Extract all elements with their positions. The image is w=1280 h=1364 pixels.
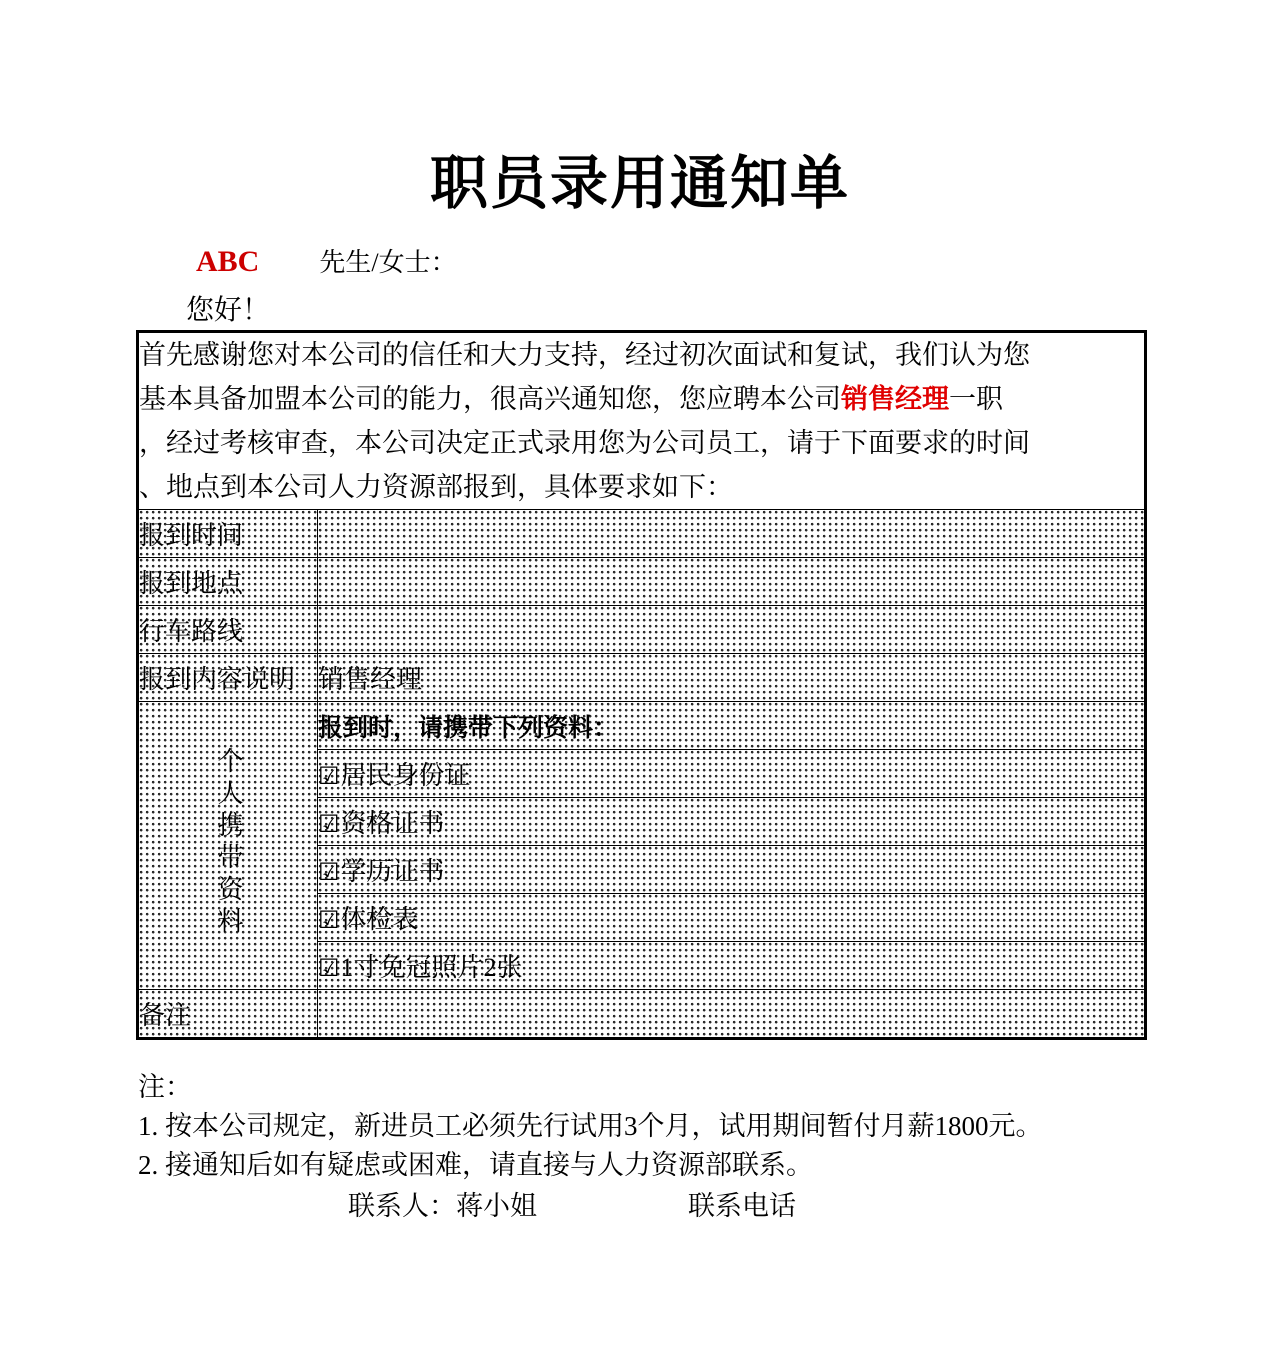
row-label-route: 行车路线: [138, 606, 318, 654]
checkbox-checked-icon[interactable]: ☑: [318, 954, 340, 982]
recipient-suffix: 先生/女士：: [319, 248, 457, 277]
paragraph-row: [138, 332, 1146, 510]
table-row: [138, 990, 1146, 1039]
materials-label-cell: [138, 702, 318, 990]
row-label-report-time: 报到时间: [138, 510, 318, 558]
row-value-remark[interactable]: [318, 990, 1146, 1039]
materials-item-label: 学历证书: [340, 857, 445, 886]
materials-item-label: 资格证书: [340, 809, 445, 838]
body-line-1: 首先感谢您对本公司的信任和大力支持，经过初次面试和复试，我们认为您: [139, 340, 1030, 370]
row-value-report-time[interactable]: [318, 510, 1146, 558]
body-line-3: ，经过考核审查，本公司决定正式录用您为公司员工，请于下面要求的时间: [139, 428, 1030, 458]
table-row: [138, 606, 1146, 654]
body-paragraph-cell: [138, 332, 1146, 510]
contact-phone-label: 联系电话: [688, 1191, 796, 1221]
checkbox-checked-icon[interactable]: ☑: [318, 810, 340, 838]
checkbox-checked-icon[interactable]: ☑: [318, 906, 340, 934]
materials-heading-row: [138, 702, 1146, 750]
row-label-remark: 备注: [138, 990, 318, 1039]
body-line-2: [139, 377, 1144, 421]
body-line-2-post: 一职: [949, 384, 1003, 414]
materials-item-label: 居民身份证: [340, 761, 471, 790]
body-line-2-pre: 基本具备加盟本公司的能力，很高兴通知您，您应聘本公司: [139, 384, 841, 414]
table-row: [138, 654, 1146, 702]
materials-item-label: 体检表: [340, 905, 419, 934]
notes-section: [138, 1068, 1168, 1185]
materials-heading: 报到时，请携带下列资料：: [318, 702, 1146, 750]
materials-item-medical-report[interactable]: [318, 894, 1146, 942]
checkbox-checked-icon[interactable]: ☑: [318, 858, 340, 886]
table-row: [138, 510, 1146, 558]
contact-person: 联系人：蒋小姐: [348, 1191, 537, 1221]
materials-item-qualification[interactable]: [318, 798, 1146, 846]
greeting-text: 您好！: [186, 295, 271, 326]
row-label-report-content: 报到内容说明: [138, 654, 318, 702]
body-line-4: 、地点到本公司人力资源部报到，具体要求如下：: [139, 472, 733, 502]
table-row: [138, 558, 1146, 606]
materials-item-label: 1寸免冠照片2张: [340, 953, 523, 982]
note-item-1: 1. 按本公司规定，新进员工必须先行试用3个月，试用期间暂付月薪1800元。: [138, 1111, 1043, 1141]
note-item-2: 2. 接通知后如有疑虑或困难，请直接与人力资源部联系。: [138, 1150, 813, 1180]
page-title: 职员录用通知单: [429, 151, 850, 216]
notice-table: [136, 330, 1147, 1040]
position-highlight: 销售经理: [841, 384, 949, 414]
recipient-name: ABC: [196, 245, 260, 278]
materials-item-diploma[interactable]: [318, 846, 1146, 894]
notes-heading: 注：: [138, 1072, 192, 1102]
row-value-route[interactable]: [318, 606, 1146, 654]
contact-row: [348, 1184, 1048, 1223]
materials-label: 个人携带资料: [214, 747, 244, 939]
row-value-report-place[interactable]: [318, 558, 1146, 606]
row-value-report-content[interactable]: 销售经理: [318, 654, 1146, 702]
materials-item-photos[interactable]: [318, 942, 1146, 990]
materials-item-id-card[interactable]: [318, 750, 1146, 798]
salutation: [196, 242, 457, 279]
checkbox-checked-icon[interactable]: ☑: [318, 762, 340, 790]
row-label-report-place: 报到地点: [138, 558, 318, 606]
